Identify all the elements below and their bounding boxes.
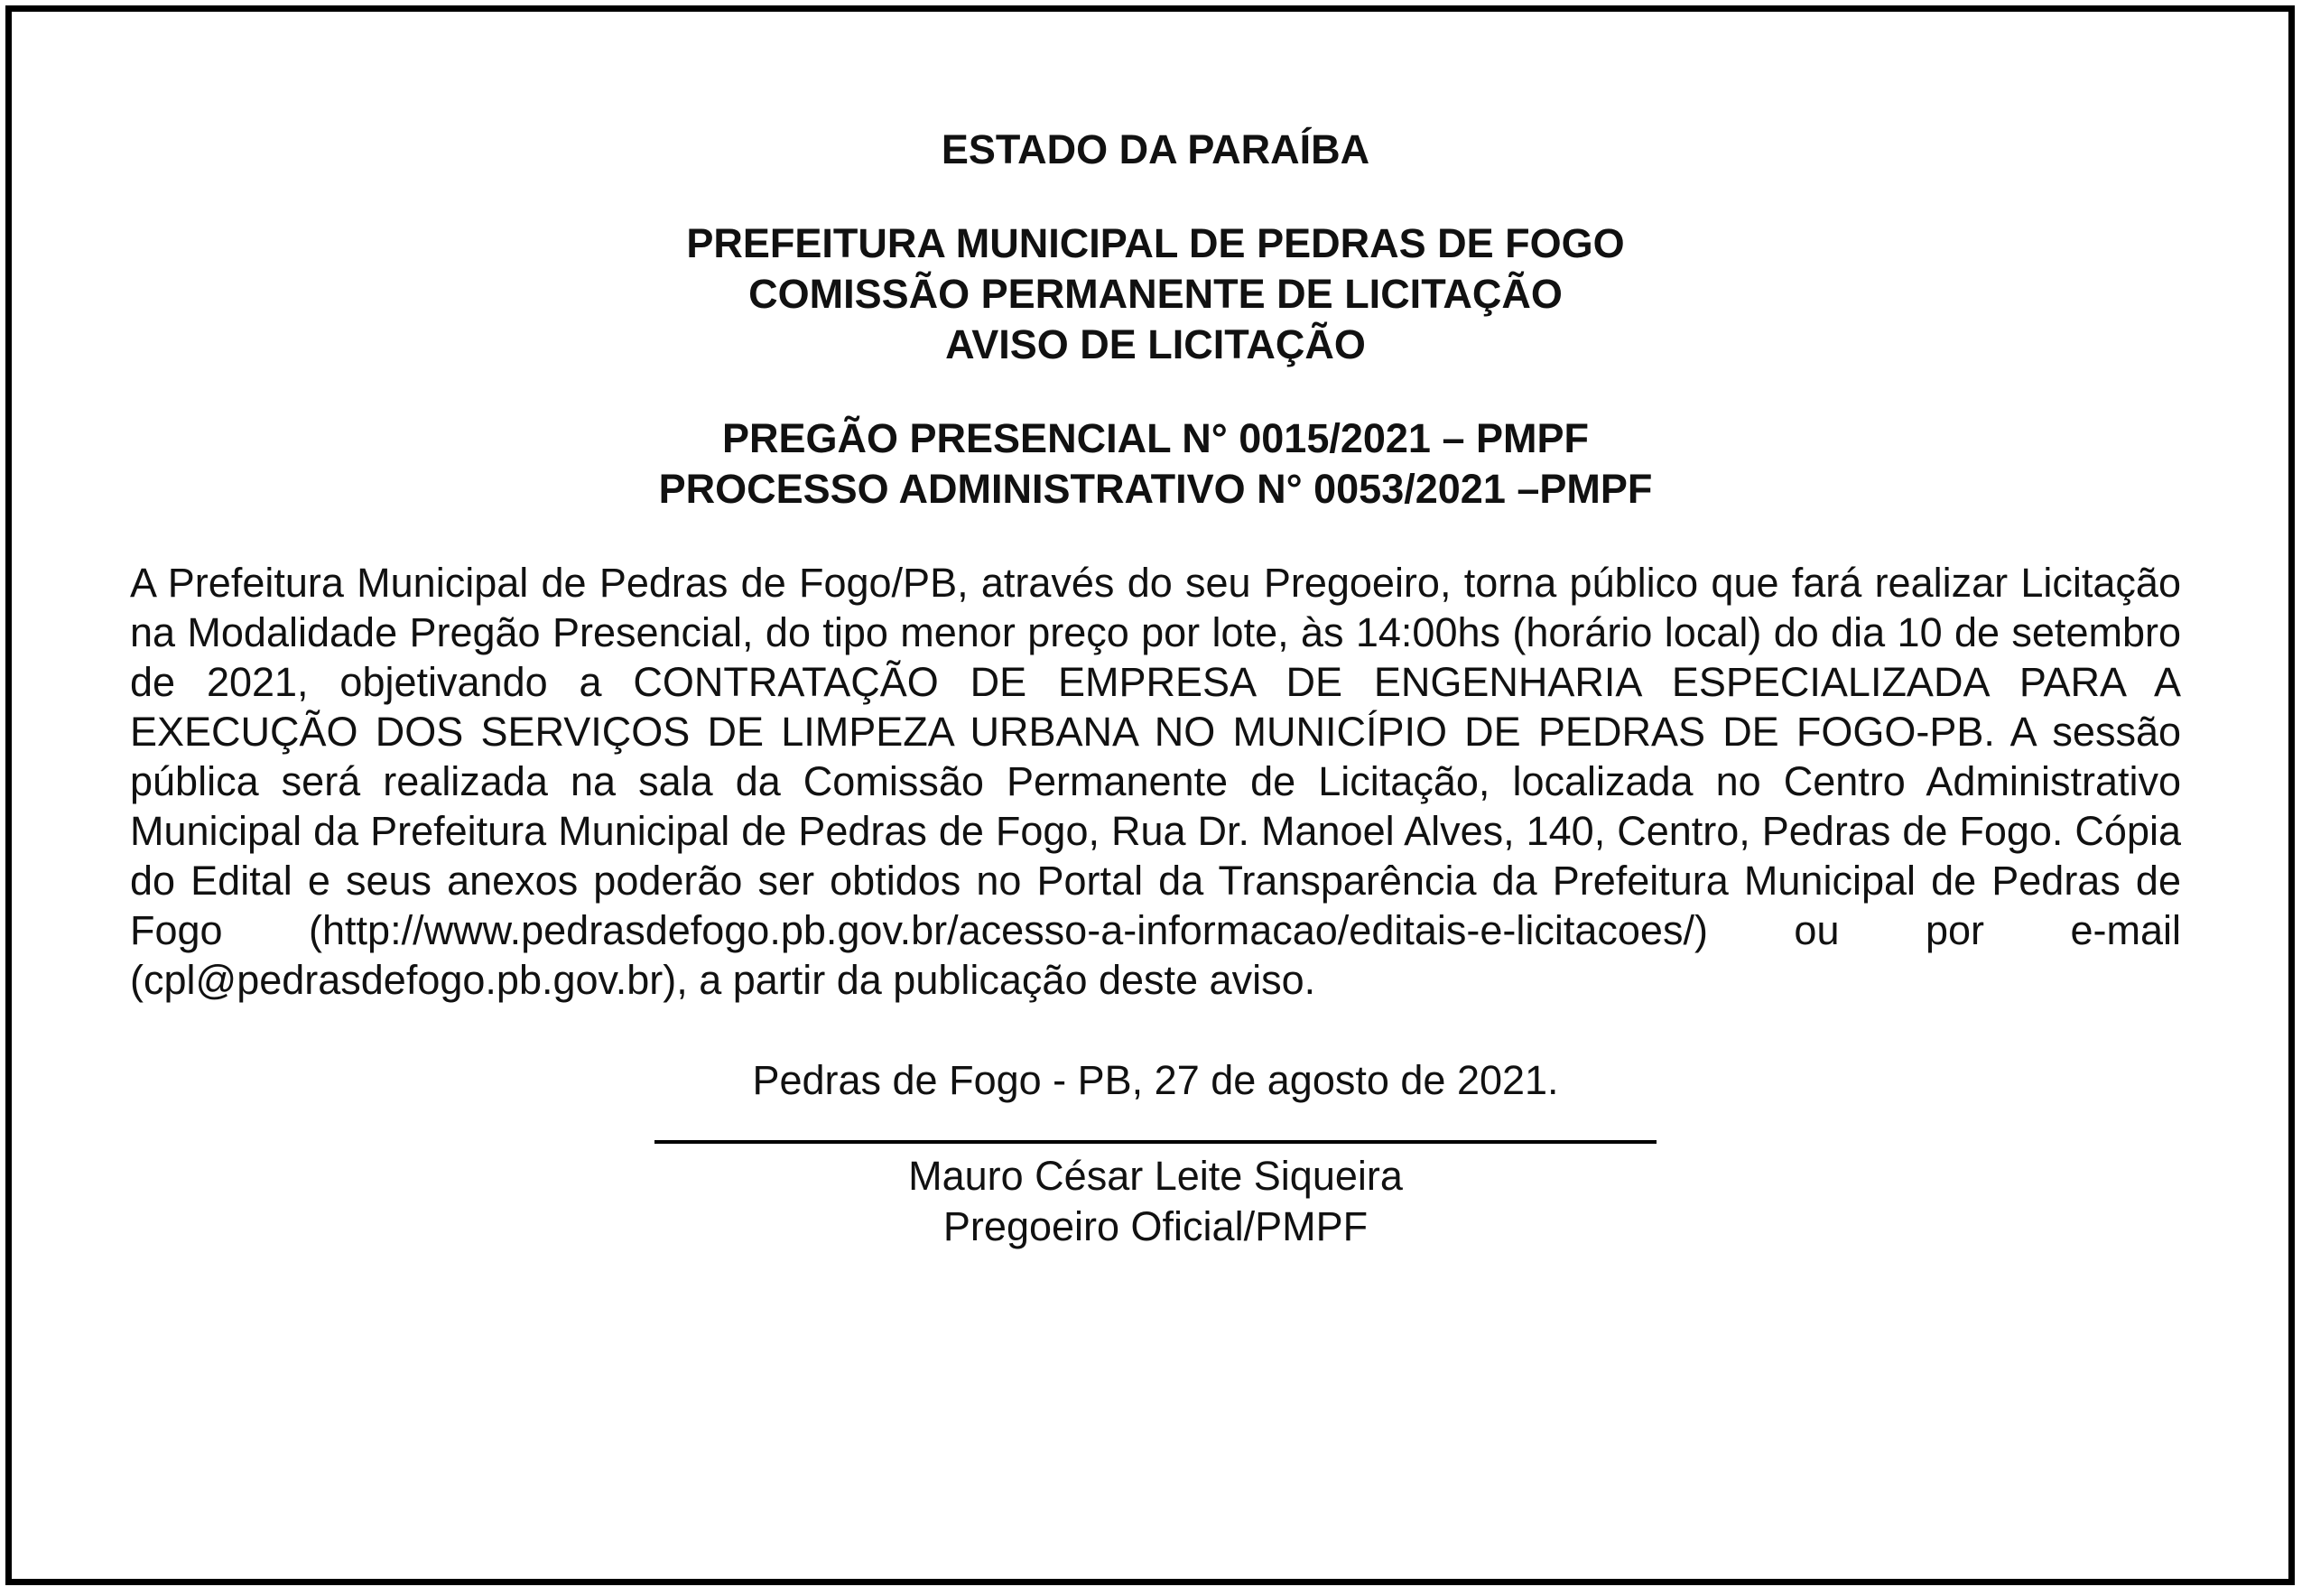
pregao-number: PREGÃO PRESENCIAL N° 0015/2021 – PMPF bbox=[721, 415, 1589, 461]
municipality-title: PREFEITURA MUNICIPAL DE PEDRAS DE FOGO bbox=[686, 220, 1625, 266]
processo-number: PROCESSO ADMINISTRATIVO N° 0053/2021 –PMPF bbox=[658, 466, 1653, 512]
notice-title: AVISO DE LICITAÇÃO bbox=[945, 321, 1366, 367]
commission-title: COMISSÃO PERMANENTE DE LICITAÇÃO bbox=[748, 271, 1563, 317]
signer-role: Pregoeiro Oficial/PMPF bbox=[942, 1203, 1369, 1249]
header-block bbox=[130, 218, 2181, 370]
notice-document bbox=[130, 125, 2181, 1252]
notice-paragraph: A Prefeitura Municipal de Pedras de Fogo/PB, através do seu Pregoeiro, torna público que fará realizar Licitação na Modalidade Pregão Presencial, do tipo menor preço por lote, às 14:00hs (horário local) do dia 10 de setembro de 2021, objetivando a CONTRATAÇÃO DE EMPRESA DE ENGENHARIA ESPECIALIZADA PARA A EXECUÇÃO DOS SERVIÇOS DE LIMPEZA URBANA NO MUNICÍPIO DE PEDRAS DE FOGO-PB. A sessão pública será realizada na sala da Comissão Permanente de Licitação, localizada no Centro Administrativo Municipal da Prefeitura Municipal de Pedras de Fogo, Rua Dr. Manoel Alves, 140, Centro, Pedras de Fogo. Cópia do Edital e seus anexos poderão ser obtidos no Portal da Transparência da Prefeitura Municipal de Pedras de Fogo (http://www.pedrasdefogo.pb.gov.br/acesso-a-informacao/editais-e-licitacoes/) ou por e-mail (cpl@pedrasdefogo.pb.gov.br), a partir da publicação deste aviso. bbox=[130, 560, 2181, 1003]
state-title: ESTADO DA PARAÍBA bbox=[941, 126, 1370, 172]
signer-name: Mauro César Leite Siqueira bbox=[908, 1153, 1403, 1199]
closing-block bbox=[130, 1055, 2181, 1252]
signature-line bbox=[654, 1140, 1657, 1144]
procurement-block bbox=[130, 413, 2181, 515]
place-date: Pedras de Fogo - PB, 27 de agosto de 2021. bbox=[752, 1057, 1559, 1103]
